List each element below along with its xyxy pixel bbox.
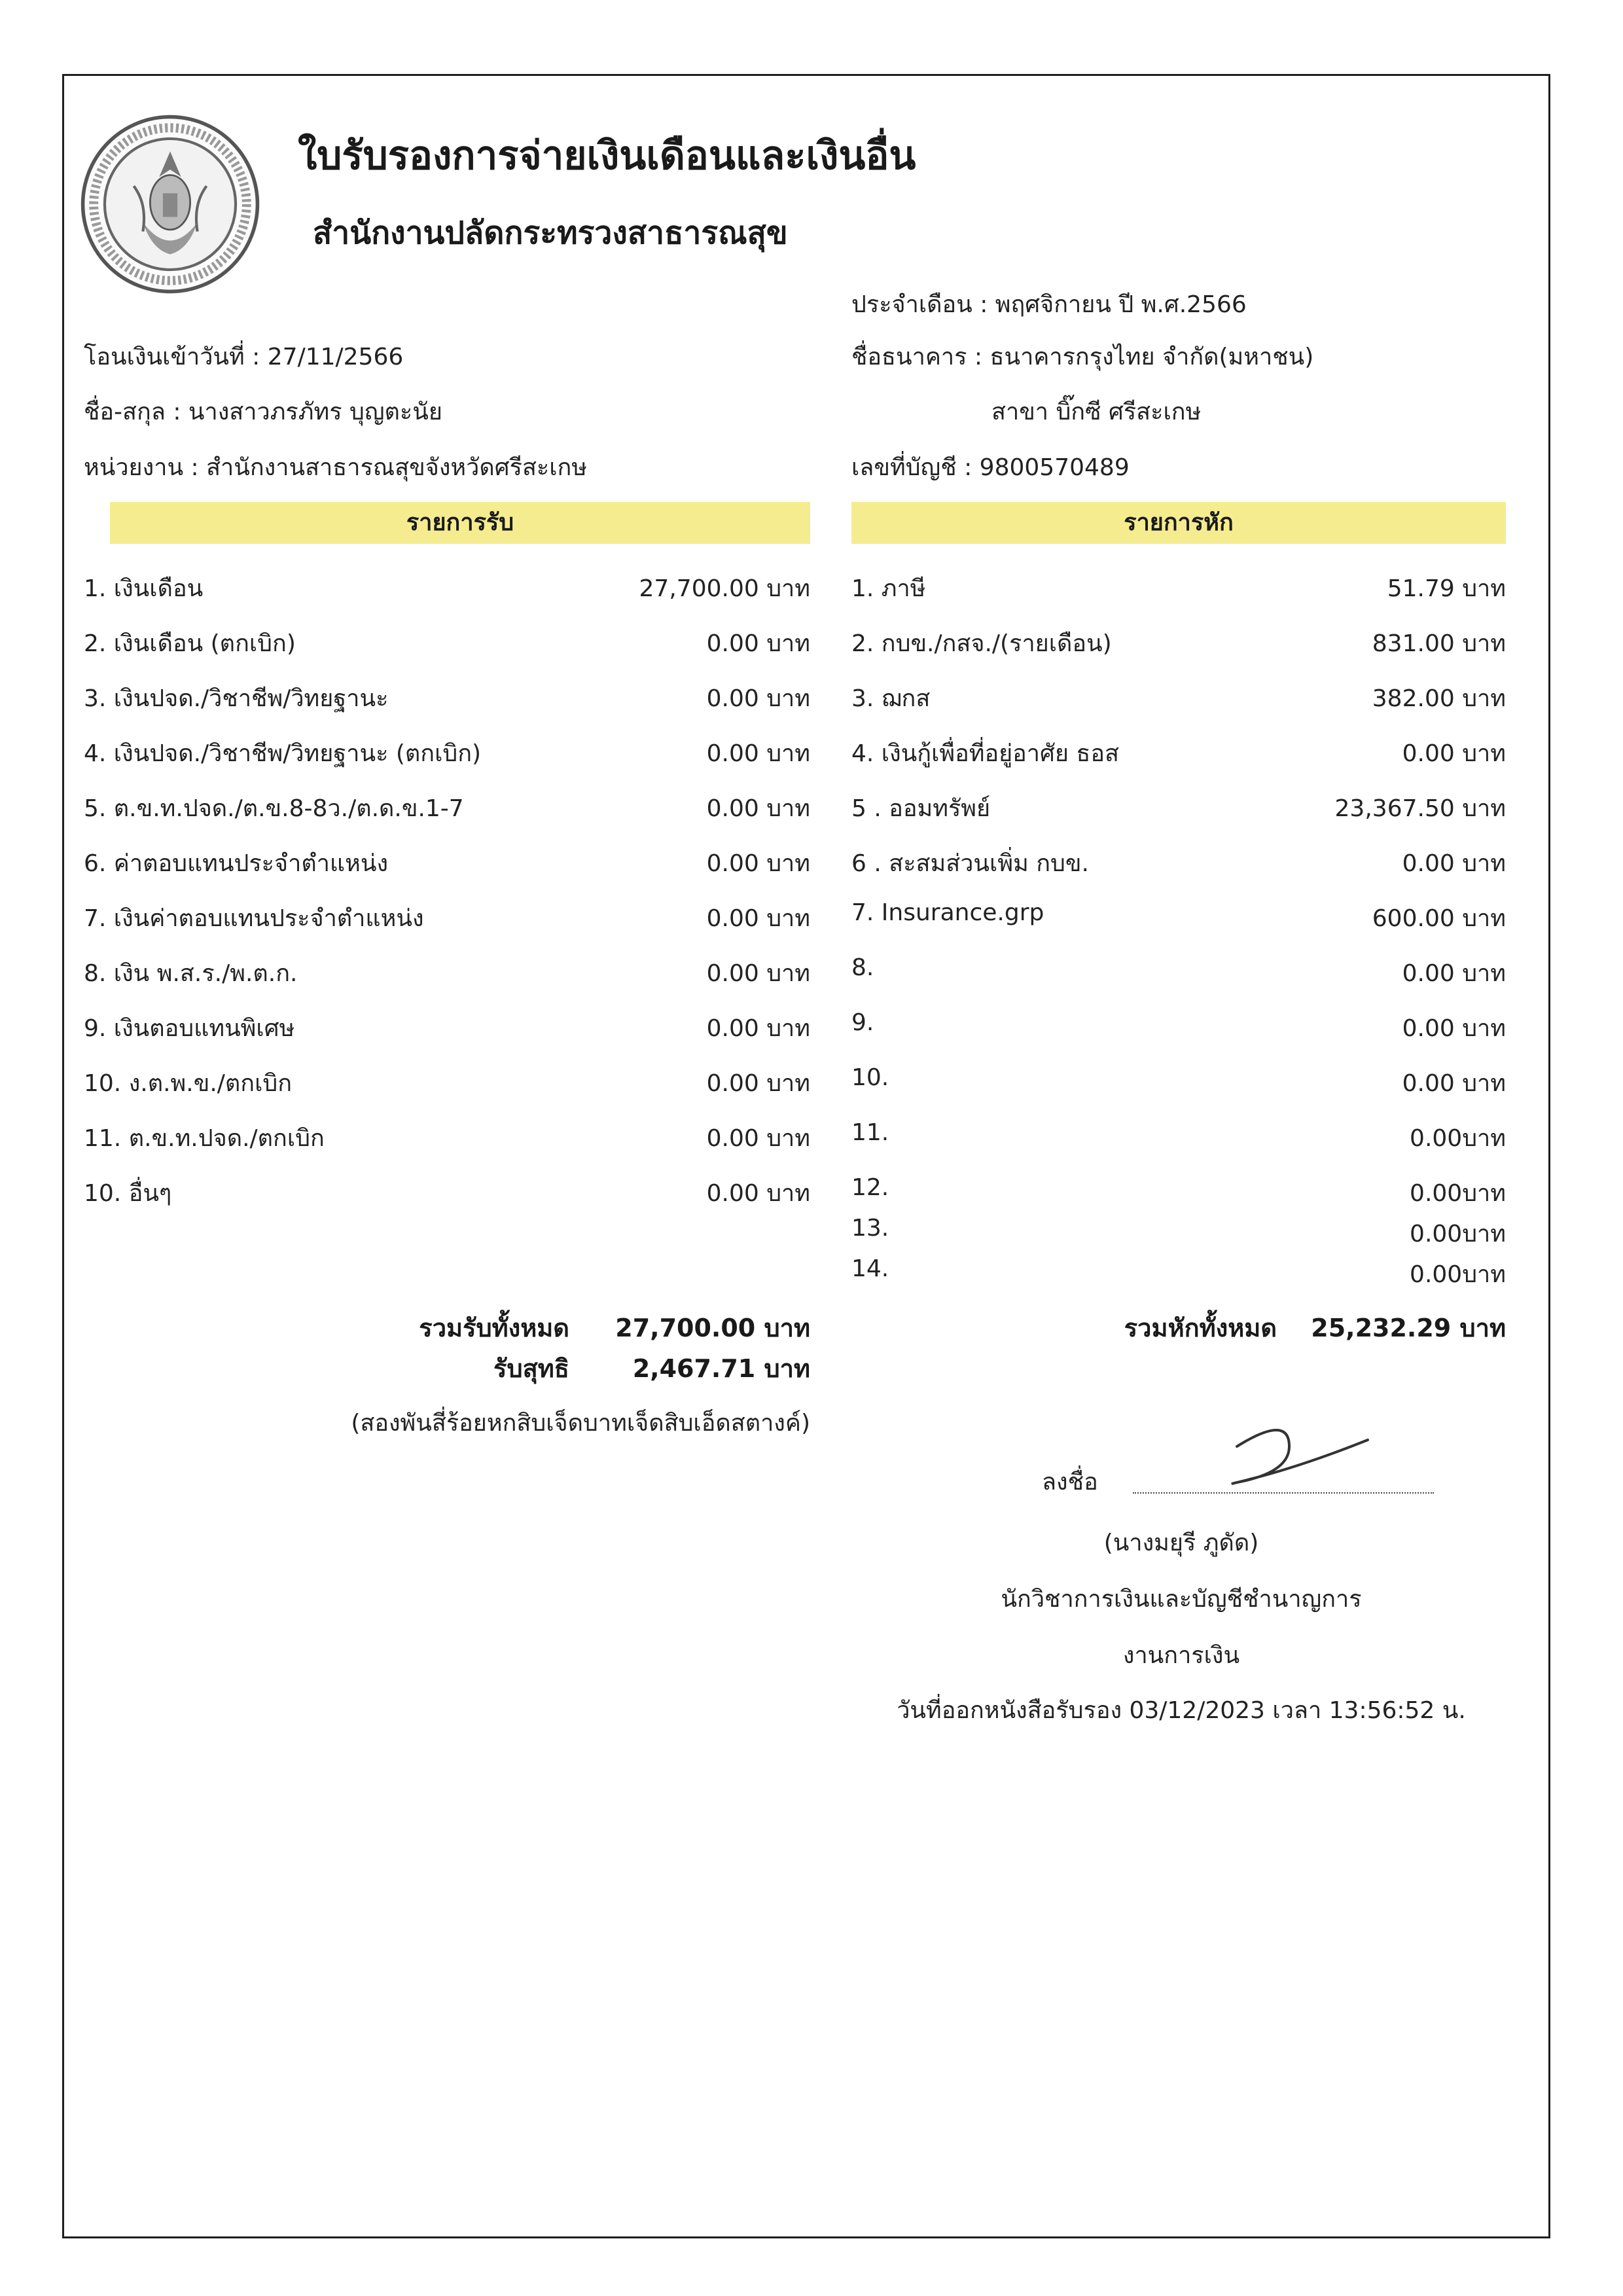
income-item-amount: 0.00 บาท (706, 1070, 810, 1097)
deduction-item-label: 6 . สะสมส่วนเพิ่ม กบข. (851, 850, 1089, 877)
deduction-item-label: 4. เงินกู้เพื่อที่อยู่อาศัย ธอส (851, 740, 1119, 767)
pay-month: ประจำเดือน : พฤศจิกายน ปี พ.ศ.2566 (851, 291, 1247, 318)
bank-branch: สาขา บิ๊กซี ศรีสะเกษ (991, 399, 1202, 425)
deduction-item-amount: 0.00 บาท (1402, 850, 1506, 877)
income-row (84, 954, 810, 994)
deduction-row (851, 954, 1506, 994)
income-item-amount: 0.00 บาท (706, 850, 810, 877)
income-item-amount: 0.00 บาท (706, 1180, 810, 1207)
signer-department: งานการเงิน (1122, 1642, 1240, 1669)
deduction-item-label: 3. ฌกส (851, 685, 931, 712)
income-item-label: 5. ต.ข.ท.ปจด./ต.ข.8-8ว./ต.ด.ข.1-7 (84, 795, 464, 822)
deduction-item-amount: 0.00 บาท (1402, 740, 1506, 767)
income-row (84, 1009, 810, 1049)
deduction-row (851, 789, 1506, 829)
income-item-amount: 0.00 บาท (706, 630, 810, 657)
document-title: ใบรับรองการจ่ายเงินเดือนและเงินอื่น (298, 133, 916, 179)
income-item-amount: 0.00 บาท (706, 740, 810, 767)
income-item-amount: 0.00 บาท (706, 905, 810, 932)
deduction-row (851, 1174, 1506, 1213)
deduction-item-amount: 0.00 บาท (1402, 960, 1506, 987)
deduction-item-label: 11. (851, 1119, 889, 1146)
deduction-row (851, 899, 1506, 939)
income-total-amount: 27,700.00 บาท (615, 1314, 810, 1342)
deduction-row (851, 844, 1506, 884)
deduction-header-bar (851, 502, 1506, 544)
income-item-label: 7. เงินค่าตอบแทนประจำตำแหน่ง (84, 905, 424, 932)
income-item-label: 8. เงิน พ.ส.ร./พ.ต.ก. (84, 960, 298, 987)
deduction-row (851, 1255, 1506, 1295)
deduction-row (851, 624, 1506, 664)
income-item-label: 4. เงินปจด./วิชาชีพ/วิทยฐานะ (ตกเบิก) (84, 740, 482, 767)
bank-name: ชื่อธนาคาร : ธนาคารกรุงไทย จำกัด(มหาชน) (851, 344, 1314, 370)
signature-scribble-icon (1211, 1420, 1394, 1499)
income-item-label: 10. ง.ต.พ.ข./ตกเบิก (84, 1070, 293, 1097)
income-item-label: 1. เงินเดือน (84, 575, 204, 602)
deduction-item-amount: 0.00บาท (1410, 1125, 1506, 1152)
deduction-item-amount: 600.00 บาท (1372, 905, 1506, 932)
income-row (84, 899, 810, 939)
document-subtitle: สำนักงานปลัดกระทรวงสาธารณสุข (313, 215, 788, 251)
deduction-item-amount: 0.00 บาท (1402, 1070, 1506, 1097)
deduction-item-amount: 0.00บาท (1410, 1180, 1506, 1207)
deduction-row (851, 1119, 1506, 1158)
income-item-amount: 0.00 บาท (706, 1015, 810, 1042)
income-item-label: 9. เงินตอบแทนพิเศษ (84, 1015, 295, 1042)
deduction-item-amount: 382.00 บาท (1372, 685, 1506, 712)
income-row (84, 844, 810, 884)
income-item-label: 11. ต.ข.ท.ปจด./ตกเบิก (84, 1125, 325, 1152)
deduction-row (851, 1215, 1506, 1254)
deduction-total-amount: 25,232.29 บาท (1311, 1314, 1506, 1342)
deduction-item-label: 8. (851, 954, 874, 981)
deduction-row (851, 1064, 1506, 1103)
deduction-header: รายการหัก (1124, 509, 1234, 536)
income-item-amount: 27,700.00 บาท (639, 575, 810, 602)
income-item-label: 6. ค่าตอบแทนประจำตำแหน่ง (84, 850, 389, 877)
deduction-item-label: 10. (851, 1064, 889, 1091)
deduction-item-label: 7. Insurance.grp (851, 899, 1044, 926)
deduction-item-label: 1. ภาษี (851, 575, 926, 602)
income-row (84, 1064, 810, 1103)
income-row (84, 569, 810, 609)
income-row (84, 624, 810, 664)
deduction-total-label: รวมหักทั้งหมด (1124, 1314, 1277, 1342)
income-item-label: 2. เงินเดือน (ตกเบิก) (84, 630, 296, 657)
income-row (84, 1174, 810, 1213)
net-pay-amount: 2,467.71 บาท (632, 1354, 810, 1383)
deduction-item-label: 5 . ออมทรัพย์ (851, 795, 991, 822)
deduction-item-label: 12. (851, 1174, 889, 1201)
deduction-row (851, 734, 1506, 774)
work-unit: หน่วยงาน : สำนักงานสาธารณสุขจังหวัดศรีสะเกษ (84, 454, 588, 481)
income-item-amount: 0.00 บาท (706, 795, 810, 822)
deduction-item-amount: 0.00บาท (1410, 1261, 1506, 1288)
income-total-label: รวมรับทั้งหมด (419, 1314, 569, 1342)
account-number: เลขที่บัญชี : 9800570489 (851, 454, 1130, 481)
net-pay-in-words: (สองพันสี่ร้อยหกสิบเจ็ดบาทเจ็ดสิบเอ็ดสตางค์) (351, 1410, 810, 1437)
income-row (84, 789, 810, 829)
income-header-bar (110, 502, 810, 544)
employee-name: ชื่อ-สกุล : นางสาวภรภัทร บุญตะนัย (84, 399, 442, 425)
deduction-item-amount: 51.79 บาท (1387, 575, 1506, 602)
transfer-date: โอนเงินเข้าวันที่ : 27/11/2566 (84, 344, 404, 370)
deduction-item-amount: 0.00 บาท (1402, 1015, 1506, 1042)
income-item-label: 10. อื่นๆ (84, 1180, 172, 1207)
deduction-item-label: 13. (851, 1215, 889, 1242)
deduction-item-label: 2. กบข./กสจ./(รายเดือน) (851, 630, 1112, 657)
income-item-amount: 0.00 บาท (706, 1125, 810, 1152)
issue-datetime: วันที่ออกหนังสือรับรอง 03/12/2023 เวลา 13:56:52 น. (897, 1697, 1466, 1724)
income-item-label: 3. เงินปจด./วิชาชีพ/วิทยฐานะ (84, 685, 389, 712)
net-pay-label: รับสุทธิ (493, 1354, 569, 1383)
deduction-item-label: 9. (851, 1009, 874, 1036)
deduction-item-label: 14. (851, 1255, 889, 1282)
deduction-row (851, 679, 1506, 719)
signer-name: (นางมยุรี ภูดัด) (1103, 1530, 1259, 1556)
income-item-amount: 0.00 บาท (706, 685, 810, 712)
income-row (84, 1119, 810, 1158)
deduction-item-amount: 23,367.50 บาท (1334, 795, 1506, 822)
deduction-item-amount: 831.00 บาท (1372, 630, 1506, 657)
deduction-item-amount: 0.00บาท (1410, 1221, 1506, 1247)
deduction-row (851, 569, 1506, 609)
sign-label: ลงชื่อ (1042, 1469, 1098, 1496)
signer-position: นักวิชาการเงินและบัญชีชำนาญการ (1001, 1586, 1362, 1613)
deduction-row (851, 1009, 1506, 1049)
income-row (84, 679, 810, 719)
ministry-seal-icon (79, 113, 261, 295)
income-row (84, 734, 810, 774)
income-header: รายการรับ (406, 509, 514, 536)
income-item-amount: 0.00 บาท (706, 960, 810, 987)
